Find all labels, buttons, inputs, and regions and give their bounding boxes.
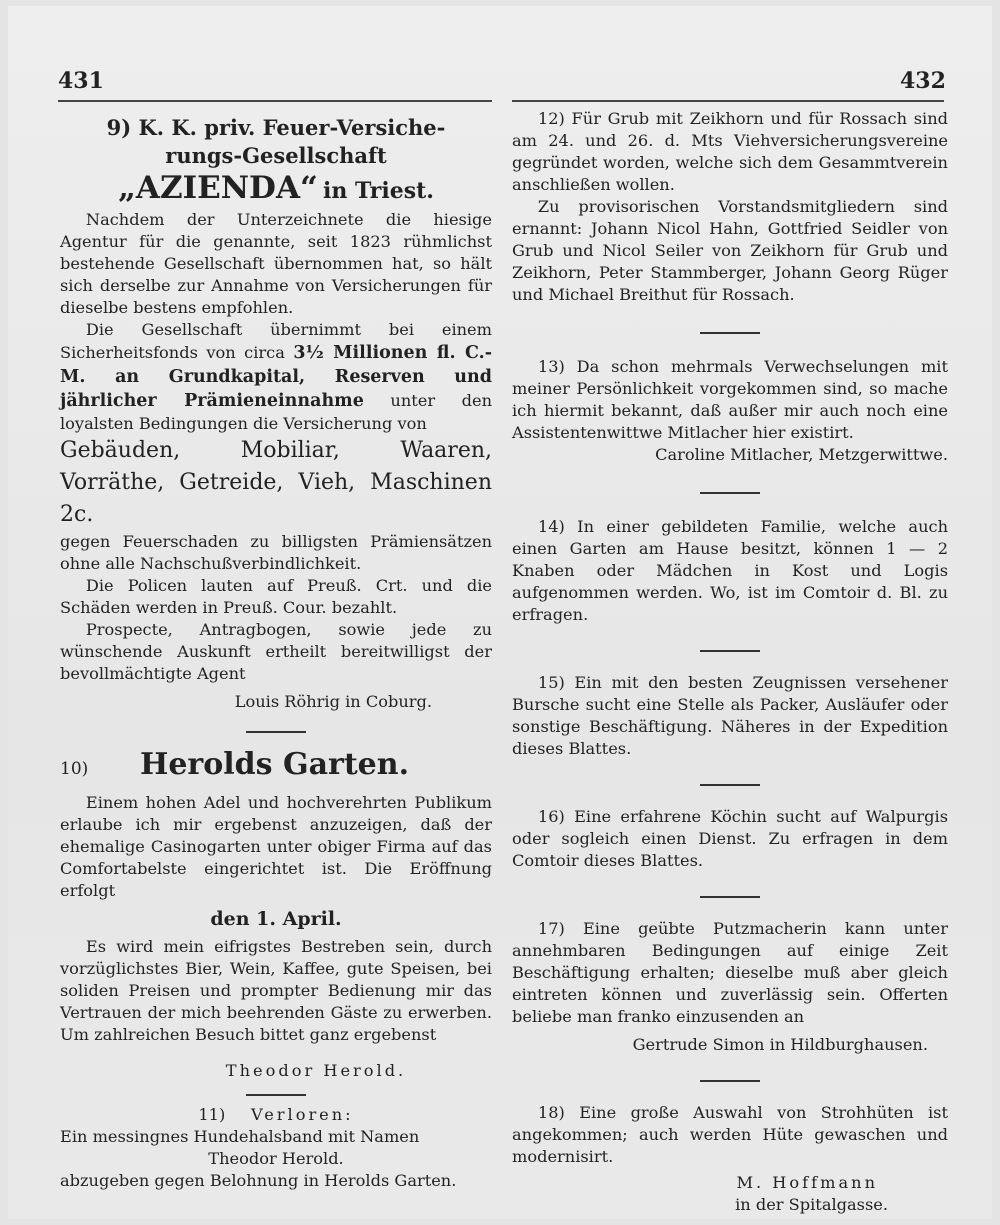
section-divider (700, 896, 760, 898)
header-rule-right (512, 100, 944, 102)
ad-signature: M. Hoffmann (736, 1173, 878, 1192)
ad-13 (512, 356, 948, 466)
ad-paragraph: Zu provisorischen Vorstandsmitgliedern sind ernannt: Johann Nicol Hahn, Gottfried Seidler von Grub und Nicol Seiler von Zeikhorn für Grub und Zeikhorn, Peter Stammberger, Johann Georg Rüger und Michael Breithut für Rossach. (512, 197, 948, 304)
ad-heading: Verloren: (251, 1105, 354, 1124)
ad-paragraph: Die Gesellschaft übernimmt bei einem Sicherheitsfonds von circa 3½ Millionen fl. C.-M. an Grundkapital, Reserven und jährlicher Prämieneinnahme unter den loyalsten Bedingungen die Versicherung von (60, 320, 493, 433)
ad-paragraph: Es wird mein eifrigstes Bestreben sein, durch vorzüglichstes Bier, Wein, Kaffee, gute Speisen, bei soliden Preisen und prompter Bedienung mir das Vertrauen der mich beehrenden Gäste zu erwerben. Um zahlreichen Besuch bittet ganz ergebenst (60, 937, 492, 1044)
page-number-right: 432 (900, 68, 946, 94)
left-column (60, 108, 492, 1192)
opening-date: den 1. April. (210, 908, 342, 930)
ad-16 (512, 806, 948, 872)
ad-18 (512, 1102, 948, 1216)
ad-paragraph: Nachdem der Unterzeichnete die hiesige Agentur für die genannte, seit 1823 rühmlichst bestehende Gesellschaft übernommen hat, so hält sich derselbe zur Annahme von Versicherungen für dieselbe bestens empfohlen. (60, 210, 492, 317)
ad-paragraph: gegen Feuerschaden zu billigsten Prämiensätzen ohne alle Nachschußverbindlichkeit. (60, 532, 492, 573)
ad-signature: Caroline Mitlacher, Metzgerwittwe. (655, 445, 948, 464)
ad-number: 11) (198, 1105, 226, 1124)
ad-11 (60, 1104, 492, 1192)
ad-paragraph: 13) Da schon mehrmals Verwechselungen mit meiner Persönlichkeit vorgekommen sind, so mache ich hiermit bekannt, daß außer mir auch noch eine Assistentenwittwe Mitlacher hier existirt. (512, 357, 948, 442)
ad-line: Theodor Herold. (208, 1149, 344, 1168)
section-divider (246, 731, 306, 733)
company-name: „AZIENDA“ (118, 170, 318, 206)
section-divider (700, 650, 760, 652)
ad-paragraph: 12) Für Grub mit Zeikhorn und für Rossach sind am 24. und 26. d. Mts Viehversicherungsvereine gegründet worden, welche sich dem Gesammtverein anschließen wollen. (512, 109, 948, 194)
ad-number: 9) (106, 115, 132, 140)
insured-items: Gebäuden, Mobiliar, Waaren, Vorräthe, Getreide, Vieh, Maschinen 2c. (60, 438, 492, 527)
ad-title-line1: K. K. priv. Feuer-Versiche- (138, 115, 446, 140)
ad-line: abzugeben gegen Belohnung in Herolds Garten. (60, 1171, 457, 1190)
ad-signature: Louis Röhrig in Coburg. (234, 692, 432, 711)
ad-paragraph: 14) In einer gebildeten Familie, welche auch einen Garten am Hause besitzt, können 1 — 2 Knaben oder Mädchen in Kost und Logis aufgenommen werden. Wo, ist im Comtoir d. Bl. zu erfragen. (512, 517, 948, 624)
ad-9 (60, 114, 492, 713)
ad-paragraph: 15) Ein mit den besten Zeugnissen versehener Bursche sucht eine Stelle als Packer, Ausläufer oder sonstige Beschäftigung. Näheres in der Expedition dieses Blattes. (512, 673, 948, 758)
ad-signature: Gertrude Simon in Hildburghausen. (632, 1035, 928, 1054)
ad-signature-location: in der Spitalgasse. (735, 1195, 888, 1214)
ad-15 (512, 672, 948, 760)
ad-signature: Theodor Herold. (225, 1061, 407, 1080)
ad-paragraph: 17) Eine geübte Putzmacherin kann unter annehmbaren Bedingungen auf einige Zeit Beschäftigung erhalten; dieselbe muß aber gleich eintreten können und zuverlässig sein. Offerten beliebe man franko einzusenden an (512, 919, 948, 1026)
header-rule-left (58, 100, 492, 102)
section-divider (246, 1094, 306, 1096)
capital-highlight: 3½ Millionen fl. C.-M. an Grundkapital, Reserven und jährlicher Prämieneinnahme (60, 343, 492, 411)
ad-title: Herolds Garten. (140, 747, 410, 782)
section-divider (700, 784, 760, 786)
company-city: in Triest. (322, 178, 434, 204)
section-divider (700, 332, 760, 334)
ad-paragraph: 16) Eine erfahrene Köchin sucht auf Walpurgis oder sogleich einen Dienst. Zu erfragen in dem Comtoir dieses Blattes. (512, 807, 948, 870)
ad-paragraph: 18) Eine große Auswahl von Strohhüten ist angekommen; auch werden Hüte gewaschen und modernisirt. (512, 1103, 948, 1166)
right-column (512, 108, 948, 1216)
ad-10 (60, 747, 492, 1082)
ad-paragraph: Prospecte, Antragbogen, sowie jede zu wünschende Auskunft ertheilt bereitwilligst der bevollmächtigte Agent (60, 620, 492, 683)
ad-title-line2: rungs-Gesellschaft (165, 143, 387, 168)
ad-14 (512, 516, 948, 626)
section-divider (700, 1080, 760, 1082)
ad-number: 10) (60, 759, 89, 779)
page-number-left: 431 (58, 68, 104, 94)
ad-paragraph: Einem hohen Adel und hochverehrten Publikum erlaube ich mir ergebenst anzuzeigen, daß der ehemalige Casinogarten unter obiger Firma auf das Comfortabelste eingerichtet ist. Die Eröffnung erfolgt (60, 793, 492, 900)
ad-paragraph: Die Policen lauten auf Preuß. Crt. und die Schäden werden in Preuß. Cour. bezahlt. (60, 576, 492, 617)
ad-line: Ein messingnes Hundehalsband mit Namen (60, 1127, 420, 1146)
ad-17 (512, 918, 948, 1056)
ad-12 (512, 108, 948, 306)
section-divider (700, 492, 760, 494)
